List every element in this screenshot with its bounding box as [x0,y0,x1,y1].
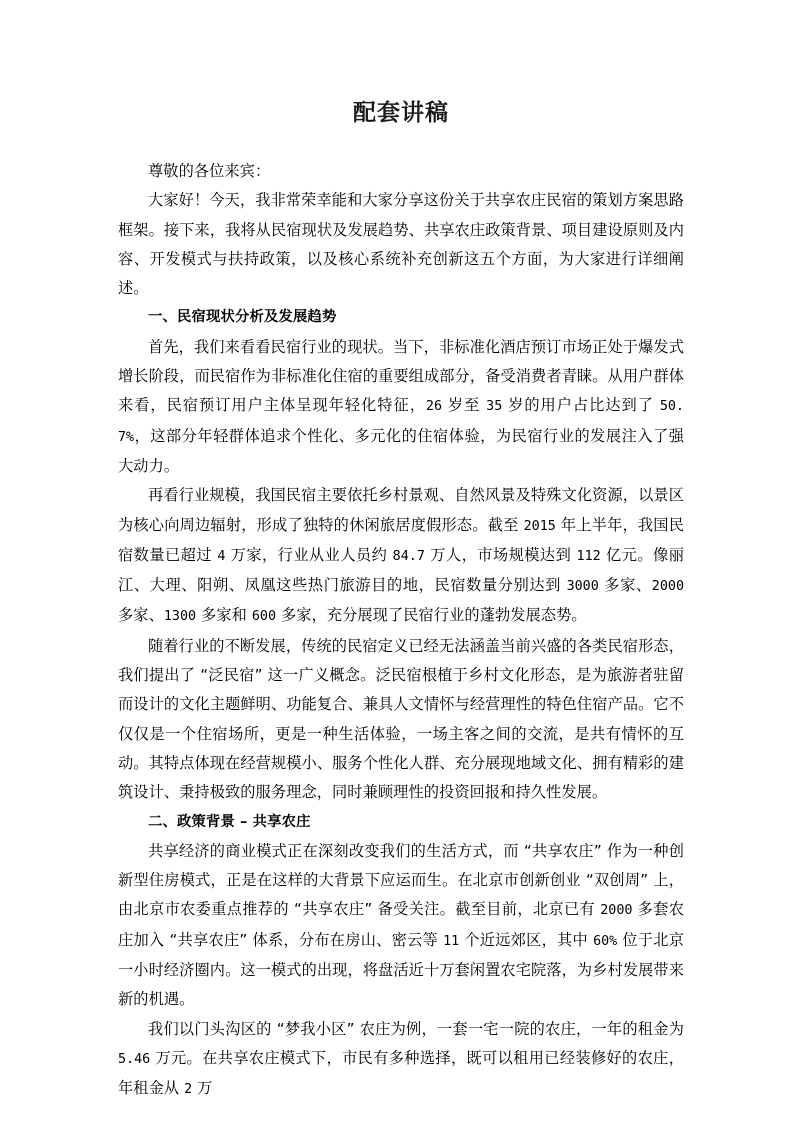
sections-container [118,303,684,1104]
text-run: 多家和 [196,606,252,625]
body-paragraph [118,333,684,481]
numeric-value: 2000 [600,903,633,919]
salutation-line: 尊敬的各位来宾： [148,162,271,180]
text-run: 多家、 [118,606,164,625]
text-run: 再看行业规模，我国民宿主要依托乡村景观、自然风景及特殊文化资源，以景区为核心向周边辐射，形成了独特的休闲旅居度假形态。截至 [118,486,684,534]
numeric-value: 11 [443,933,460,949]
numeric-value: 50.7% [118,399,684,445]
text-run: 多家，充分展现了民宿行业的蓬勃发展态势。 [276,606,587,625]
text-run: 位于北京一小时经济圈内。这一模式的出现，将盘活近十万套闲置农宅院落，为乡村发展带来新的机遇。 [118,930,685,1009]
text-run: 万 [192,1079,213,1098]
numeric-value: 2 [184,1082,193,1098]
numeric-value: 60% [593,933,618,949]
text-run: 年上半年，我国民宿数量已超过 [118,515,684,564]
text-run: 万人，市场规模达到 [424,545,577,564]
numeric-value: 5.46 [118,1051,151,1067]
body-paragraph [118,837,684,1015]
section-heading: 二、政策背景 – 共享农庄 [148,813,311,830]
text-run: ，这部分年轻群体追求个性化、多元化的住宿体验，为民宿行业的发展注入了强大动力。 [118,426,684,475]
body-paragraph [118,481,684,631]
text-run: 多套农庄加入 “共享农庄” 体系，分布在房山、密云等 [118,900,685,949]
numeric-value: 4 [217,548,226,564]
document-content [118,0,684,1105]
body-paragraph [118,1015,684,1105]
text-run: 岁至 [442,396,487,415]
text-run: 首先，我们来看看民宿行业的现状。当下，非标准化酒店预订市场正处于爆发式增长阶段，而民宿作为非标准化住宿的重要组成部分，备受消费者青睐。从用户群体来看，民宿预订用户主体呈现年轻化特征， [118,337,684,415]
numeric-value: 2000 [651,579,685,595]
text-run: 亿元。像丽江、大理、阳朔、凤凰这些热门旅游目的地，民宿数量分别达到 [118,545,684,595]
text-run: 多家、 [598,576,652,595]
text-run: 万家，行业从业人员约 [225,545,393,564]
page-title: 配套讲稿 [353,99,449,126]
text-run: 共享经济的商业模式正在深刻改变我们的生活方式，而 “共享农庄” 作为一种创新型住房模式，正是在这样的大背景下应运而生。在北京市创新创业 “双创周” 上，由北京市农委重点推荐的 “共享农庄” 备受关注。截至目前，北京已有 [118,841,684,919]
text-run: 万元。在共享农庄模式下，市民有多种选择，既可以租用已经装修好的农庄，年租金从 [118,1048,684,1098]
text-run: 个近远郊区，其中 [459,930,594,949]
intro-paragraph: 大家好！今天，我非常荣幸能和大家分享这份关于共享农庄民宿的策划方案思路框架。接下来，我将从民宿现状及发展趋势、共享农庄政策背景、项目建设原则及内容、开发模式与扶持政策，以及核心系统补充创新这五个方面，为大家进行详细阐述。 [118,191,684,298]
numeric-value: 1300 [163,609,197,625]
text-run: 我们以门头沟区的 “梦我小区” 农庄为例，一套一宅一院的农庄，一年的租金为 [148,1019,684,1038]
section-heading: 一、民宿现状分析及发展趋势 [148,309,337,326]
body-paragraph [118,632,684,808]
numeric-value: 84.7 [392,548,425,564]
numeric-value: 112 [576,548,601,564]
text-run: 随着行业的不断发展，传统的民宿定义已经无法涵盖当前兴盛的各类民宿形态，我们提出了 “泛民宿” 这一广义概念。泛民宿根植于乡村文化形态，是为旅游者驻留而设计的文化主题鲜明、功能复合、兼具人文情怀与经营理性的特色住宿产品。它不仅仅是一个住宿场所，更是一种生活体验，一场主客之间的交流，是共有情怀的互动。其特点体现在经营规模小、服务个性化人群、充分展现地域文化、拥有精彩的建筑设计、秉持极致的服务理念，同时兼顾理性的投资回报和持久性发展。 [118,636,684,802]
numeric-value: 600 [251,609,277,625]
numeric-value: 26 [425,399,443,415]
text-run: 岁的用户占比达到了 [502,396,660,415]
numeric-value: 3000 [566,579,599,595]
numeric-value: 35 [486,399,503,415]
numeric-value: 2015 [523,518,556,534]
